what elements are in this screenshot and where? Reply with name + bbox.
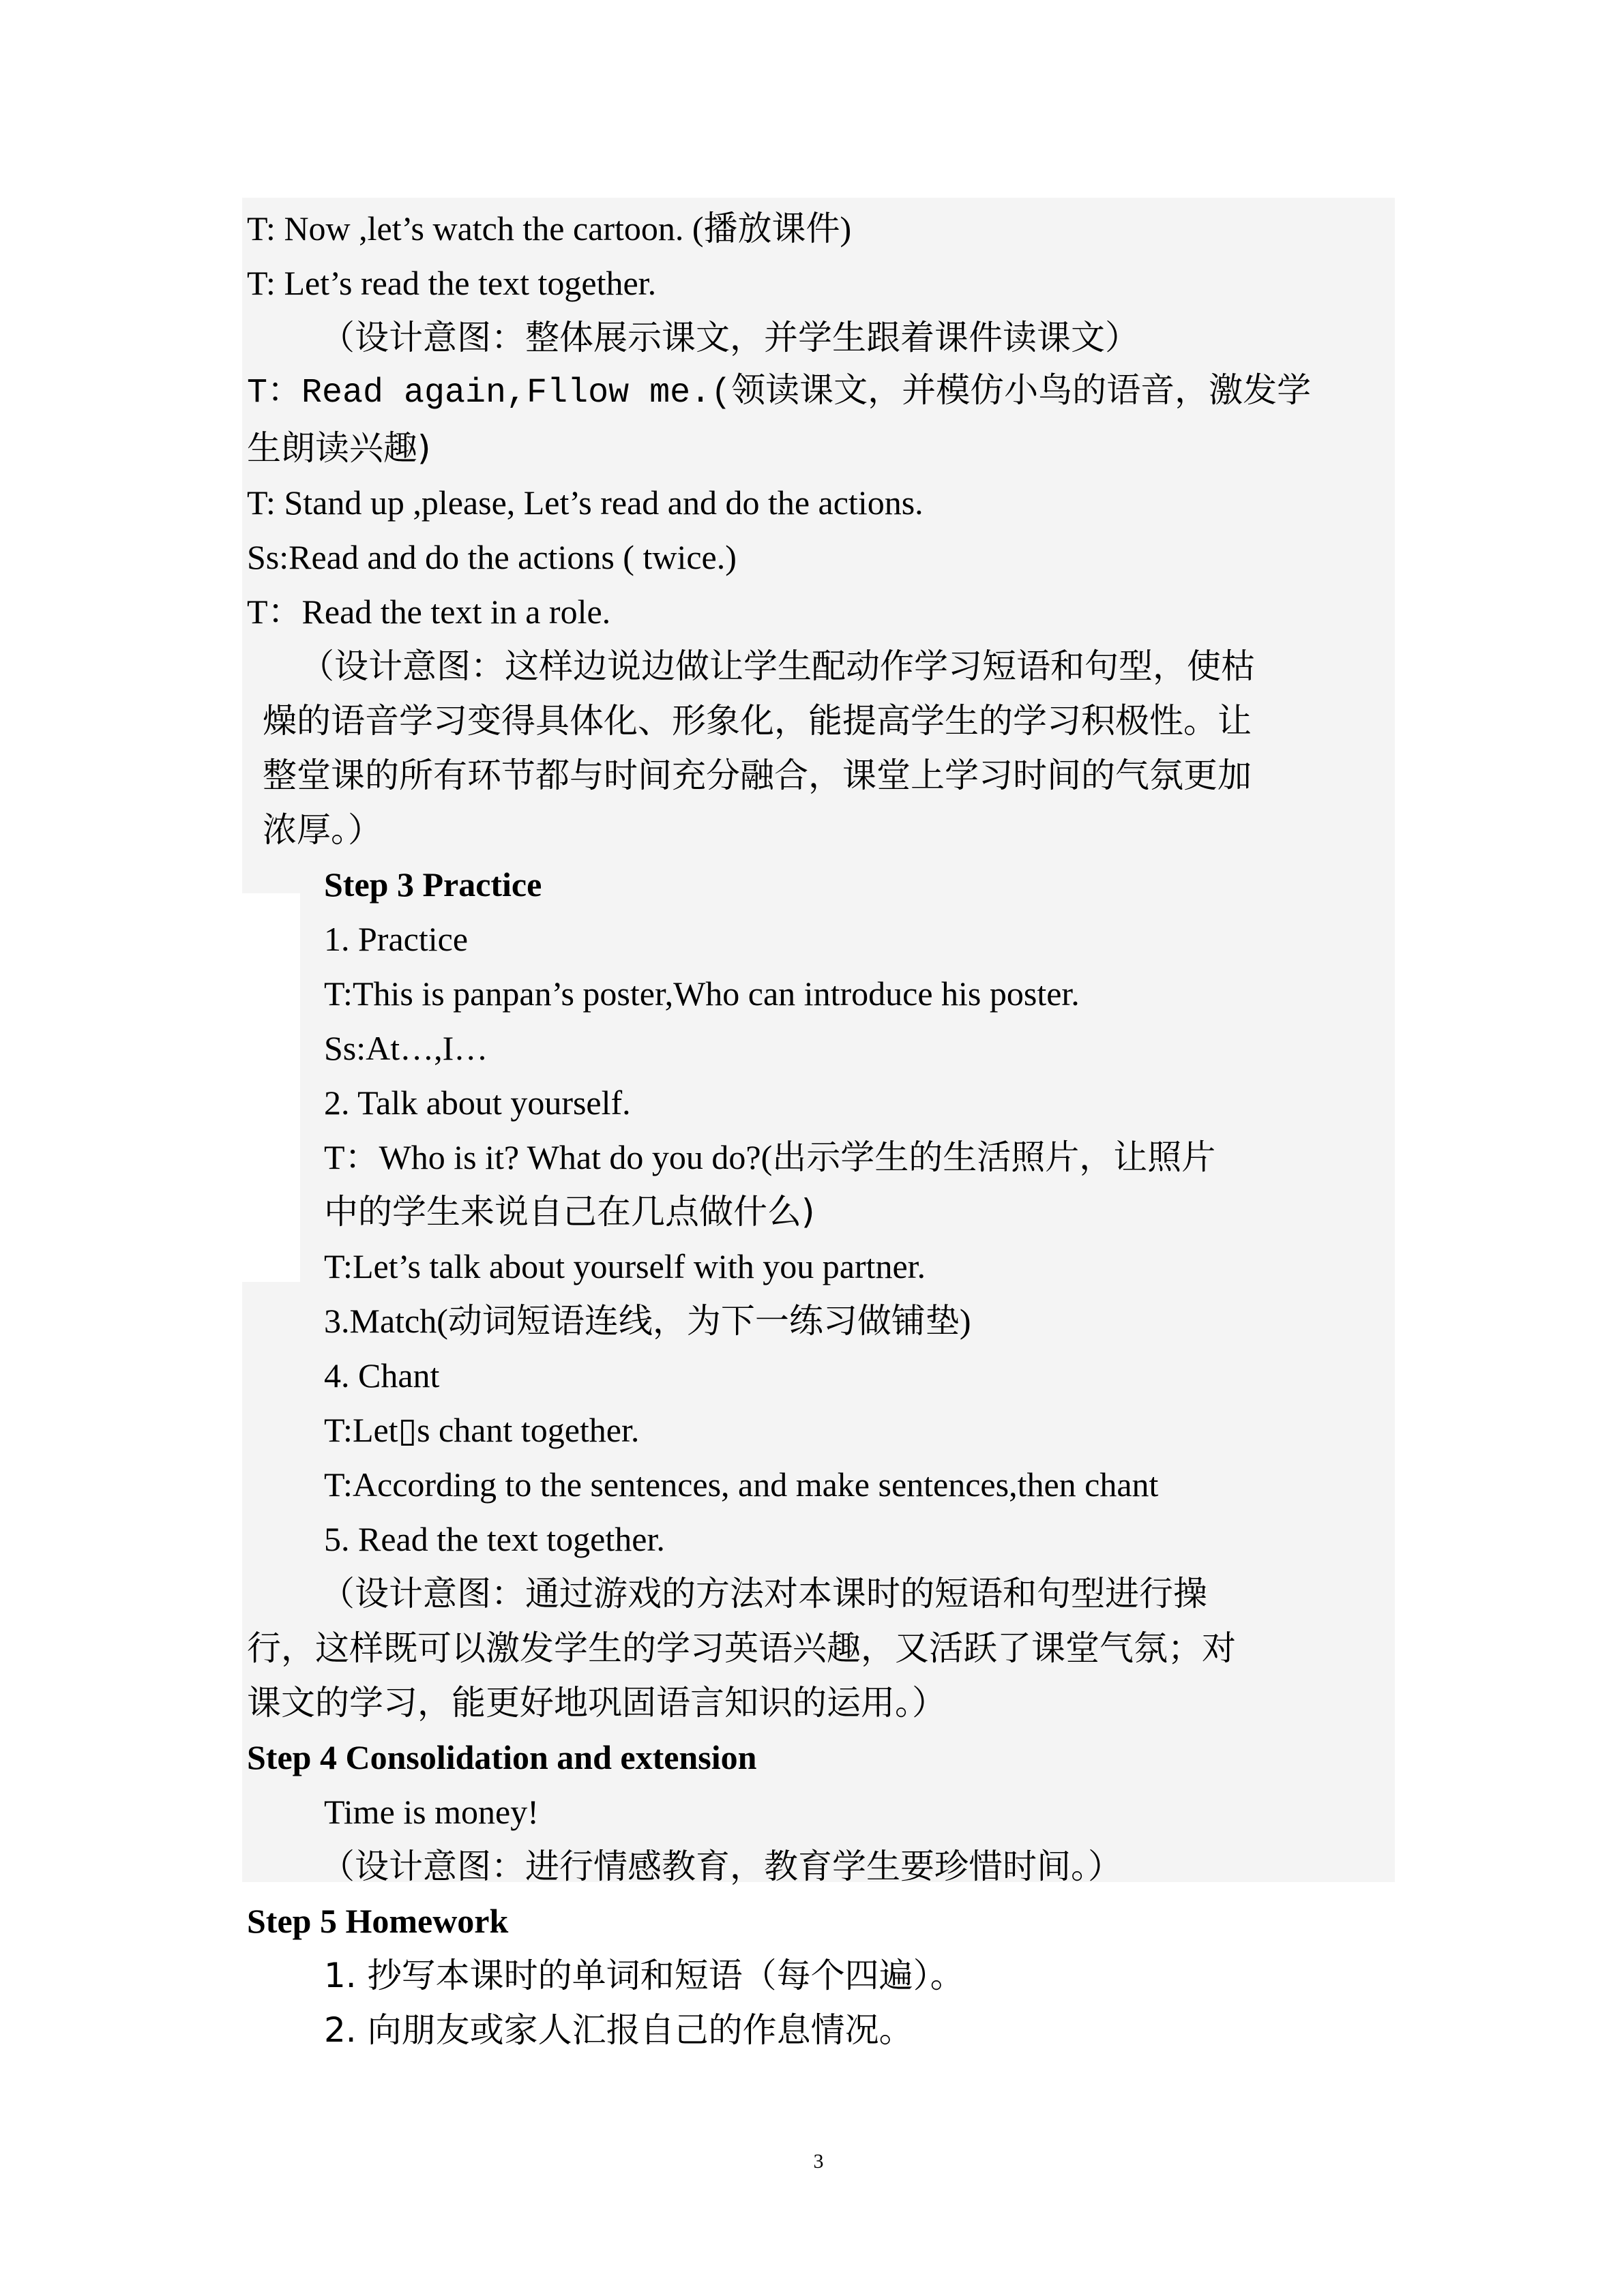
design-intent-note: 浓厚。） (263, 810, 382, 850)
text-line: 生朗读兴趣) (247, 428, 431, 468)
design-intent-note: （设计意图：整体展示课文，并学生跟着课件读课文） (321, 318, 1139, 357)
text-line: T:According to the sentences, and make sentences,then chant (324, 1465, 1159, 1504)
page-number: 3 (813, 2150, 824, 2173)
text-line: T：Read the text in a role. (247, 593, 611, 631)
text-line: T：Who is it? What do you do?(出示学生的生活照片，让照片 (324, 1138, 1216, 1176)
design-intent-note: （设计意图：进行情感教育，教育学生要珍惜时间。） (321, 1847, 1122, 1886)
design-intent-note: 燥的语音学习变得具体化、形象化，能提高学生的学习积极性。让 (263, 701, 1252, 741)
text-line: T: Let’s read the text together. (247, 264, 657, 302)
text-line: T:Let▯s chant together. (324, 1411, 640, 1449)
text-line: T：Read again,Fllow me.(领读课文，并模仿小鸟的语音，激发学 (247, 374, 1312, 413)
step-3-heading: Step 3 Practice (324, 865, 542, 904)
list-item: 5. Read the text together. (324, 1520, 665, 1558)
list-item: 3.Match(动词短语连线，为下一练习做铺垫) (324, 1302, 971, 1340)
text-line: T:Let’s talk about yourself with you partner. (324, 1247, 926, 1285)
text-line: T:This is panpan’s poster,Who can introduce his poster. (324, 974, 1080, 1013)
text-line: 中的学生来说自己在几点做什么) (324, 1192, 815, 1232)
text-line: T: Now ,let’s watch the cartoon. (播放课件) (247, 209, 852, 248)
text-line: Ss:Read and do the actions ( twice.) (247, 538, 737, 576)
list-item: 1. Practice (324, 920, 469, 958)
text-line: T: Stand up ,please, Let’s read and do the actions. (247, 483, 924, 522)
list-item: 4. Chant (324, 1356, 440, 1395)
list-item: 2. Talk about yourself. (324, 1084, 631, 1122)
step-5-heading: Step 5 Homework (247, 1902, 509, 1940)
design-intent-note: （设计意图：这样边说边做让学生配动作学习短语和句型，使枯 (300, 646, 1255, 686)
step-4-heading: Step 4 Consolidation and extension (247, 1738, 757, 1776)
design-intent-note: （设计意图：通过游戏的方法对本课时的短语和句型进行操 (321, 1574, 1207, 1613)
design-intent-note: 课文的学习，能更好地巩固语言知识的运用。） (247, 1683, 946, 1723)
design-intent-note: 行，这样既可以激发学生的学习英语兴趣，又活跃了课堂气氛；对 (247, 1628, 1236, 1668)
homework-item: 2. 向朋友或家人汇报自己的作息情况。 (324, 2010, 913, 2050)
homework-item: 1. 抄写本课时的单词和短语（每个四遍）。 (324, 1956, 964, 1995)
text-line: Ss:At…,I… (324, 1029, 488, 1067)
text-line: Time is money! (324, 1793, 539, 1831)
design-intent-note: 整堂课的所有环节都与时间充分融合，课堂上学习时间的气氛更加 (263, 756, 1252, 795)
